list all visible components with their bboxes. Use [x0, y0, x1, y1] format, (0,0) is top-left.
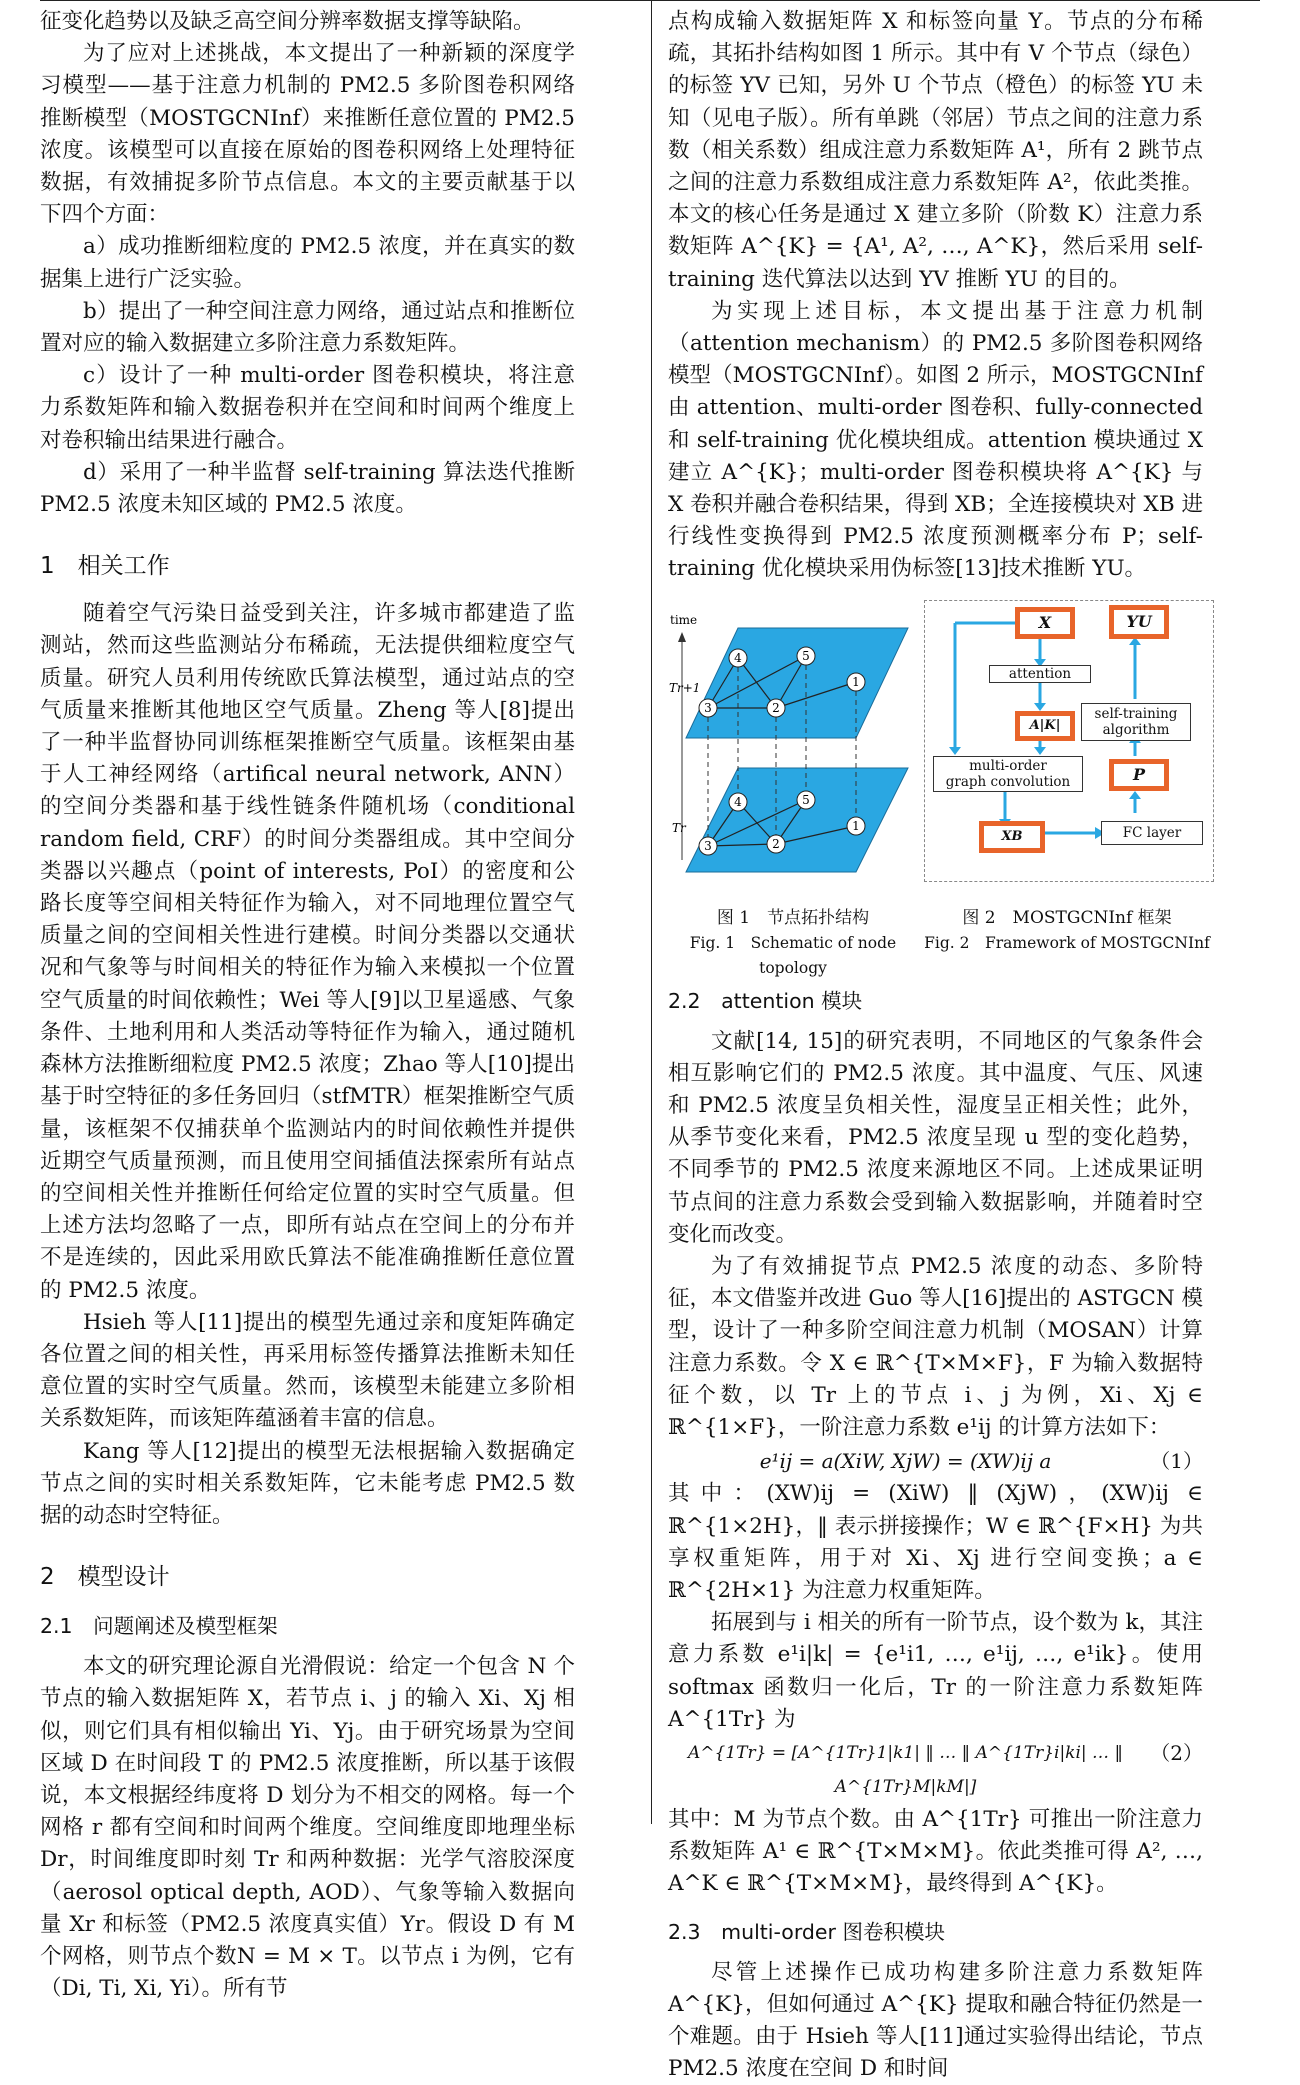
paragraph: 本文的研究理论源自光滑假说：给定一个包含 N 个节点的输入数据矩阵 X，若节点 i、j 的输入 Xi、Xj 相似，则它们具有相似输出 Yi、Yj。由于研究场景为空间区域 D 在时间段 T 的 PM2.5 浓度推断，所以基于该假说，本文根据经纬度将 D 划分为不相交的网格。每一个网格 r 都有空间和时间两个维度。空间维度即地理坐标 Dr，时间维度即时刻 Tr 和两种数据：光学气溶胶深度（aerosol optical depth, AOD）、气象等输入数据向量 Xr 和标签（PM2.5 浓度真实值）Yr。假设 D 有 M 个网格，则节点个数N = M × T。以节点 i 为例，它有（Di, Ti, Xi, Yi）。所有节	[40, 1654, 575, 2002]
node-label: 2	[772, 700, 780, 715]
paragraph: 征变化趋势以及缺乏高空间分辨率数据支撑等缺陷。	[40, 9, 535, 34]
paragraph: 文献[14, 15]的研究表明，不同地区的气象条件会相互影响它们的 PM2.5 浓度。其中温度、气压、风速和 PM2.5 浓度呈负相关性，湿度呈正相关性；此外，从季节变化来看，PM2.5 浓度呈现 u 型的变化趋势，不同季节的 PM2.5 浓度来源地区不同。上述成果证明节点间的注意力系数会受到输入数据影响，并随着时空变化而改变。	[668, 1028, 1203, 1247]
equation-2	[668, 1736, 1203, 1804]
left-column	[40, 0, 575, 2005]
equation-2-number: （2）	[1150, 1740, 1203, 1765]
node-yu: YU	[1109, 605, 1169, 639]
node-label: 5	[802, 792, 810, 807]
node-label: 5	[802, 648, 810, 663]
node-xb: XB	[979, 821, 1045, 853]
figures	[668, 600, 1210, 977]
time-label-bottom: Tr	[672, 820, 686, 835]
multi-order-line-2: graph convolution	[945, 773, 1071, 790]
node-ak: A|K|	[1015, 711, 1075, 741]
contribution-c: c）设计了一种 multi-order 图卷积模块，将注意力系数矩阵和输入数据卷积并在空间和时间两个维度上对卷积输出结果进行融合。	[40, 363, 575, 453]
paragraph: 为了有效捕捉节点 PM2.5 浓度的动态、多阶特征，本文借鉴并改进 Guo 等人[16]提出的 ASTGCN 模型，设计了一种多阶空间注意力机制（MOSAN）计算注意力系数。令 X ∈ ℝ^{T×M×F}，F 为输入数据特征个数，以 Tr 上的节点 i、j 为例，Xi、Xj ∈ ℝ^{1×F}，一阶注意力系数 e¹ij 的计算方法如下：	[668, 1254, 1203, 1441]
figure-1-topology	[668, 610, 913, 880]
node-label: 2	[772, 836, 780, 851]
paragraph: 随着空气污染日益受到关注，许多城市都建造了监测站，然而这些监测站分布稀疏，无法提供细粒度空气质量。研究人员利用传统欧氏算法模型，通过站点的空气质量来推断其他地区空气质量。Zheng 等人[8]提出了一种半监督协同训练框架推断空气质量。该框架由基于人工神经网络（artifical neural network, ANN）的空间分类器和基于线性链条件随机场（conditional random field, CRF）的时间分类器组成。其中空间分类器以兴趣点（point of interests, PoI）的密度和公路长度等空间相关特征作为输入，对不同地理位置空气质量之间的空间相关性进行建模。时间分类器以交通状况和气象等与时间相关的特征作为输入来模拟一个位置空气质量的时间依赖性；Wei 等人[9]以卫星遥感、气象条件、土地利用和人类活动等特征作为输入，通过随机森林方法推断细粒度 PM2.5 浓度；Zhao 等人[10]提出基于时空特征的多任务回归（stfMTR）框架推断空气质量，该框架不仅捕获单个监测站内的时间依赖性并提供近期空气质量预测，而且使用空间插值法探索所有站点的空间相关性并推断任何给定位置的实时空气质量。但上述方法均忽略了一点，即所有站点在空间上的分布并不是连续的，因此采用欧氏算法不能准确推断任意位置的 PM2.5 浓度。	[40, 601, 575, 1303]
paragraph: 拓展到与 i 相关的所有一阶节点，设个数为 k，其注意力系数 e¹i|k| = {e¹i1, …, e¹ij, …, e¹ik}。使用 softmax 函数归一化后，Tr 的一阶注意力系数矩阵 A^{1Tr} 为	[668, 1610, 1203, 1732]
node-label: 3	[704, 700, 712, 715]
equation-2-body: A^{1Tr} = [A^{1Tr}1|k1| ‖ … ‖ A^{1Tr}i|ki| … ‖ A^{1Tr}M|kM|]	[688, 1742, 1123, 1797]
figure-2-caption-cn: 图 2 MOSTGCNInf 框架	[962, 907, 1172, 928]
node-label: 1	[852, 674, 860, 689]
figure-1-caption-cn: 图 1 节点拓扑结构	[716, 907, 870, 928]
paragraph: 点构成输入数据矩阵 X 和标签向量 Y。节点的分布稀疏，其拓扑结构如图 1 所示。其中有 V 个节点（绿色）的标签 YV 已知，另外 U 个节点（橙色）的标签 YU 未知（见电子版）。所有单跳（邻居）节点之间的注意力系数（相关系数）组成注意力系数矩阵 A¹，所有 2 跳节点之间的注意力系数组成注意力系数矩阵 A²，依此类推。本文的核心任务是通过 X 建立多阶（阶数 K）注意力系数矩阵 A^{K} = {A¹, A², …, A^K}，然后采用 self-training 迭代算法以达到 YV 推断 YU 的目的。	[668, 9, 1203, 292]
equation-1-body: e¹ij = a(XiW, XjW) = (XW)ij a	[759, 1449, 1052, 1474]
node-label: 1	[852, 818, 860, 833]
subsection-heading: 2.1 问题阐述及模型框架	[40, 1614, 278, 1639]
node-self-training	[1081, 703, 1191, 741]
paragraph: 其中：M 为节点个数。由 A^{1Tr} 可推出一阶注意力系数矩阵 A¹ ∈ ℝ^{T×M×M}。依此类推可得 A², …, A^K ∈ ℝ^{T×M×M}，最终得到 A^{K}。	[668, 1806, 1203, 1897]
paragraph: 其中：(XW)ij = (XiW) ‖ (XjW)，(XW)ij ∈ ℝ^{1×2H}，‖ 表示拼接操作；W ∈ ℝ^{F×H} 为共享权重矩阵，用于对 Xi、Xj 进行空间变换；a ∈ ℝ^{2H×1} 为注意力权重矩阵。	[668, 1481, 1203, 1603]
figure-2-framework	[924, 600, 1214, 882]
contribution-a: a）成功推断细粒度的 PM2.5 浓度，并在真实的数据集上进行广泛实验。	[40, 234, 575, 292]
time-label-top: Tr+1	[669, 680, 701, 695]
figure-2-caption	[922, 906, 1212, 981]
node-fc-layer: FC layer	[1101, 821, 1203, 845]
node-label: 4	[734, 794, 742, 809]
node-p: P	[1109, 759, 1169, 791]
paragraph: Kang 等人[12]提出的模型无法根据输入数据确定节点之间的实时相关系数矩阵，它未能考虑 PM2.5 数据的动态时空特征。	[40, 1438, 575, 1528]
multi-order-line-1: multi-order	[969, 757, 1047, 774]
figure-2-caption-en: Fig. 2 Framework of MOSTGCNInf	[924, 933, 1210, 952]
section-heading: 2 模型设计	[40, 1564, 170, 1591]
paragraph: 为了应对上述挑战，本文提出了一种新颖的深度学习模型——基于注意力机制的 PM2.5 多阶图卷积网络推断模型（MOSTGCNInf）来推断任意位置的 PM2.5 浓度。该模型可以直接在原始的图卷积网络上处理特征数据，有效捕捉多阶节点信息。本文的主要贡献基于以下四个方面：	[40, 41, 575, 228]
contribution-b: b）提出了一种空间注意力网络，通过站点和推断位置对应的输入数据建立多阶注意力系数矩阵。	[40, 298, 575, 357]
axis-time-label: time	[670, 612, 698, 627]
paragraph: 尽管上述操作已成功构建多阶注意力系数矩阵 A^{K}，但如何通过 A^{K} 提取和融合特征仍然是一个难题。由于 Hsieh 等人[11]通过实验得出结论，节点 PM2.5 浓度在空间 D 和时间	[668, 1959, 1203, 2082]
column-divider	[651, 0, 652, 1824]
node-x: X	[1015, 607, 1075, 639]
self-training-line-1: self-training	[1094, 705, 1178, 722]
node-multi-order	[933, 756, 1083, 792]
subsection-heading: 2.2 attention 模块	[668, 988, 863, 1013]
section-heading: 1 相关工作	[40, 553, 170, 580]
node-attention: attention	[989, 665, 1091, 683]
node-label: 3	[704, 838, 712, 853]
node-label: 4	[734, 650, 742, 665]
figure-1-caption	[668, 906, 918, 981]
paragraph: Hsieh 等人[11]提出的模型先通过亲和度矩阵确定各位置之间的相关性，再采用标签传播算法推断未知任意位置的实时空气质量。然而，该模型未能建立多阶相关系数矩阵，而该矩阵蕴涵着丰富的信息。	[40, 1309, 575, 1432]
paragraph: 为实现上述目标，本文提出基于注意力机制（attention mechanism）的 PM2.5 多阶图卷积网络模型（MOSTGCNInf）。如图 2 所示，MOSTGCNInf 由 attention、multi-order 图卷积、fully-connected 和 self-training 优化模块组成。attention 模块通过 X 建立 A^{K}；multi-order 图卷积模块将 A^{K} 与 X 卷积并融合卷积结果，得到 XB；全连接模块对 XB 进行线性变换得到 PM2.5 浓度预测概率分布 P；self-training 优化模块采用伪标签[13]技术推断 YU。	[668, 298, 1203, 582]
self-training-line-2: algorithm	[1102, 721, 1170, 738]
equation-1-number: （1）	[1150, 1449, 1203, 1474]
figure-1-caption-en: Fig. 1 Schematic of node topology	[689, 933, 897, 977]
right-column	[668, 0, 1210, 2085]
contribution-d: d）采用了一种半监督 self-training 算法迭代推断 PM2.5 浓度未知区域的 PM2.5 浓度。	[40, 459, 575, 518]
subsection-heading: 2.3 multi-order 图卷积模块	[668, 1919, 945, 1944]
figure-captions	[668, 906, 1212, 981]
equation-1	[668, 1444, 1203, 1478]
